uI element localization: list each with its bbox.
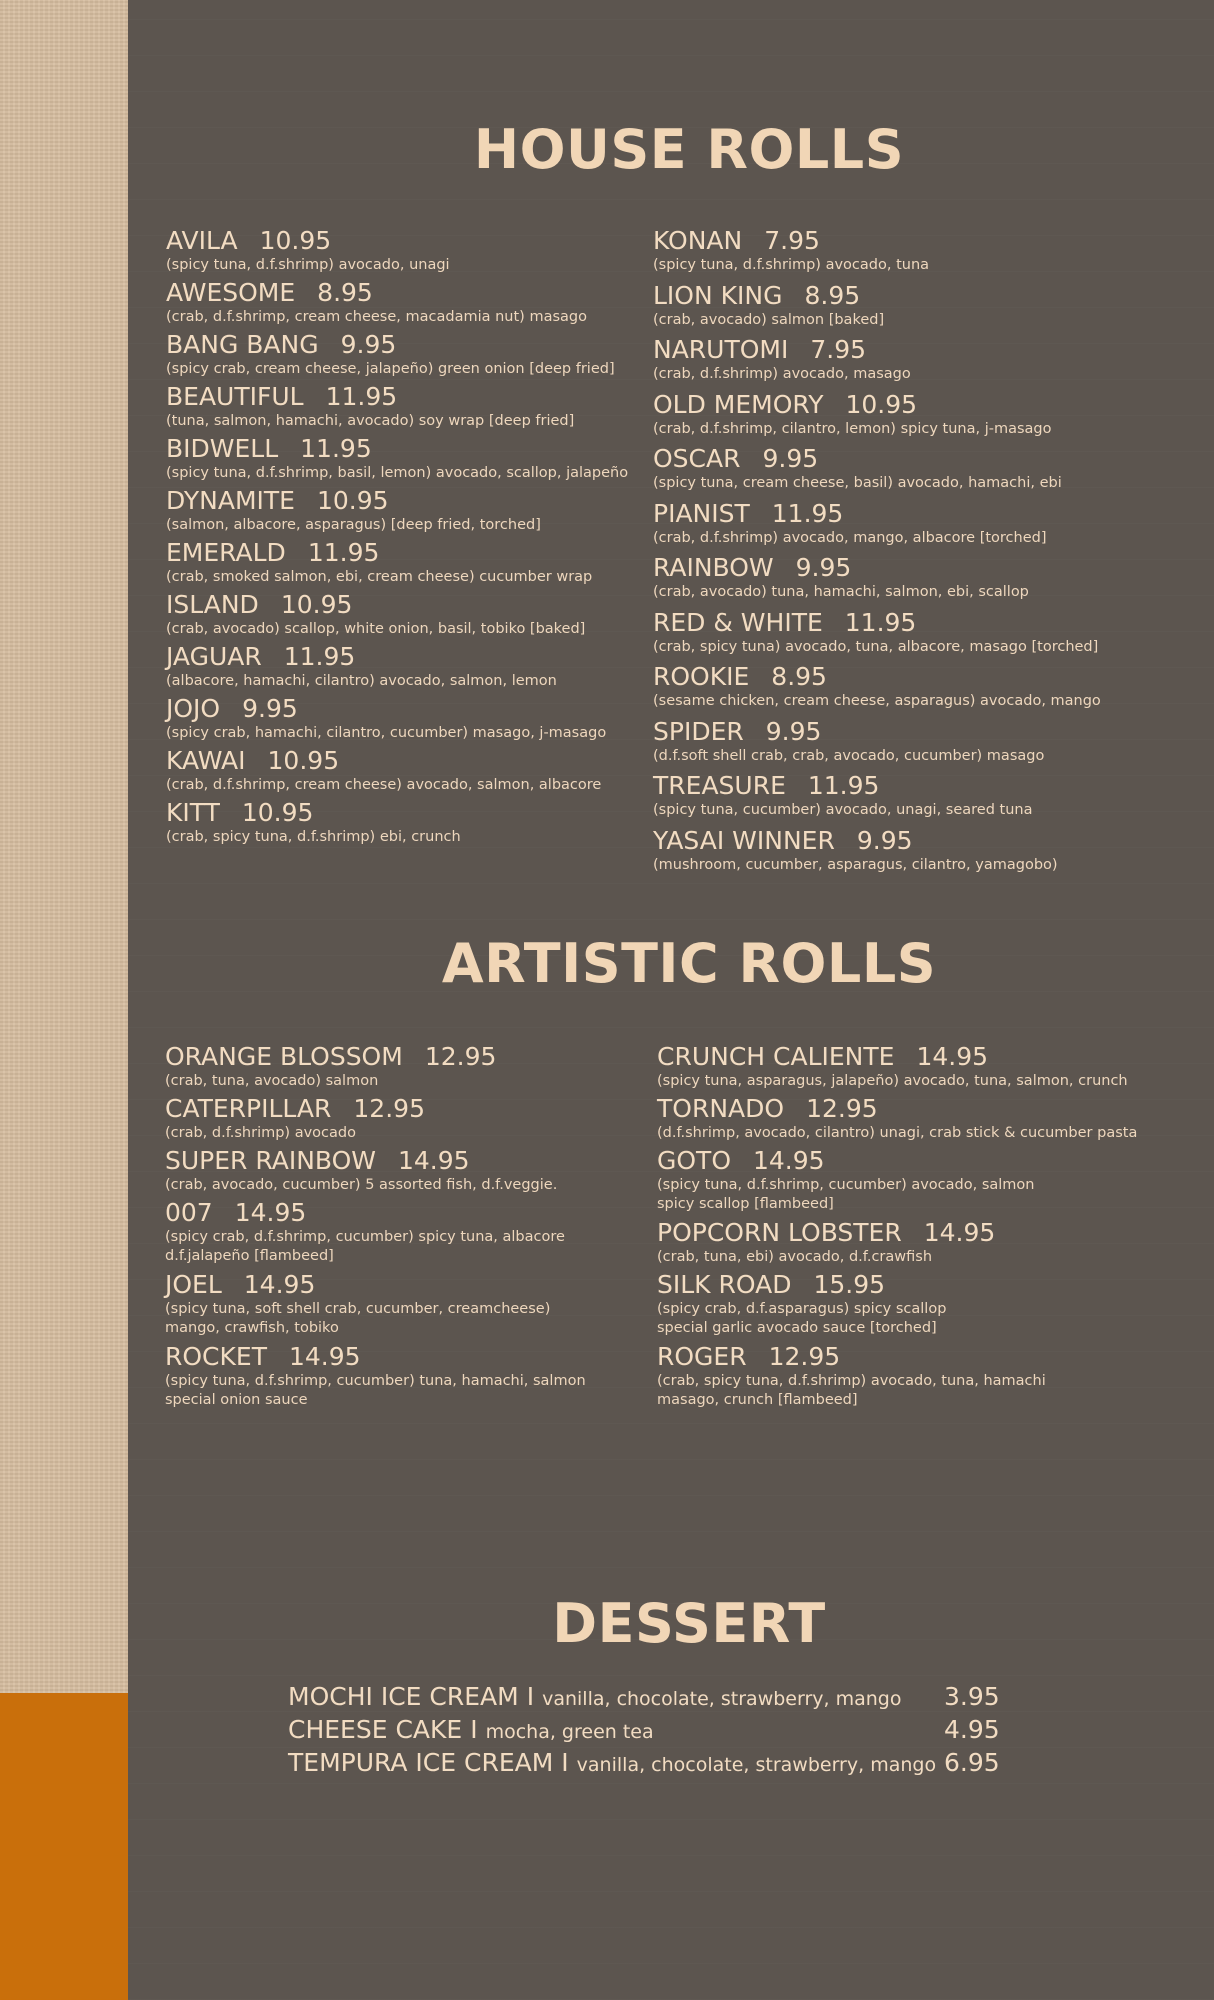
house-roll-item [166,486,541,535]
menu-item-description: (crab, d.f.shrimp) avocado [165,1125,356,1141]
menu-item-price: 11.95 [307,538,380,567]
menu-item-name: SPIDER [653,717,744,746]
menu-item-heading [653,662,1101,692]
menu-item-heading [166,278,587,308]
house-roll-item [166,434,628,483]
menu-item-description-line2: special garlic avocado sauce [torched] [657,1320,937,1336]
menu-item-name: ROOKIE [653,662,750,691]
menu-item-heading [166,798,461,828]
menu-item-price: 14.95 [923,1218,996,1247]
menu-item-description: (spicy tuna, asparagus, jalapeño) avocado, tuna, salmon, crunch [657,1073,1128,1089]
menu-item-name: ISLAND [166,590,259,619]
menu-item-price: 8.95 [804,281,861,310]
menu-item-description: (d.f.soft shell crab, crab, avocado, cucumber) masago [653,748,1045,764]
menu-item-description-line2: special onion sauce [165,1392,308,1408]
dessert-item [288,1748,1008,1782]
menu-item-price: 11.95 [325,382,398,411]
menu-item-name: PIANIST [653,499,750,528]
house-roll-item [166,382,574,431]
house-roll-item [653,335,911,384]
menu-item-name: TORNADO [657,1094,785,1123]
menu-item-price: 10.95 [845,390,918,419]
menu-item-description-line2: mango, crawfish, tobiko [165,1320,339,1336]
menu-item-price: 9.95 [795,553,852,582]
menu-item-description: (spicy tuna, d.f.shrimp, cucumber) avocado, salmon [657,1177,1035,1193]
menu-item-description: (crab, d.f.shrimp, cream cheese) avocado, salmon, albacore [166,777,602,793]
menu-item-description: (crab, spicy tuna) avocado, tuna, albacore, masago [torched] [653,639,1099,655]
menu-item-description-line2: spicy scallop [flambeed] [657,1196,834,1212]
menu-item-heading [165,1270,550,1300]
menu-item-description: (spicy tuna, cream cheese, basil) avocado, hamachi, ebi [653,475,1062,491]
artistic-roll-item [165,1270,550,1338]
menu-item-description: (spicy tuna, d.f.shrimp, basil, lemon) avocado, scallop, jalapeño [166,465,629,481]
menu-item-heading [166,226,450,256]
menu-item-description: (spicy tuna, cucumber) avocado, unagi, seared tuna [653,802,1033,818]
menu-item-price: 14.95 [288,1342,361,1371]
menu-item-description: (spicy crab, d.f.asparagus) spicy scallop [657,1301,947,1317]
menu-item-price: 11.95 [844,608,917,637]
house-roll-item [166,330,615,379]
menu-item-description-line2: d.f.jalapeño [flambeed] [165,1248,334,1264]
menu-item-price: 11.95 [771,499,844,528]
menu-item-price: 10.95 [241,798,314,827]
dessert-description: vanilla, chocolate, strawberry, mango [542,1688,902,1710]
house-roll-item [166,642,557,691]
artistic-roll-item [657,1342,1046,1410]
menu-item-name: TREASURE [653,771,786,800]
menu-item-price: 9.95 [762,444,819,473]
menu-item-name: GOTO [657,1146,731,1175]
menu-item-price: 14.95 [753,1146,825,1175]
menu-item-heading [165,1146,557,1176]
menu-item-description: (crab, spicy tuna, d.f.shrimp) avocado, tuna, hamachi [657,1373,1046,1389]
dessert-name: MOCHI ICE CREAM [288,1682,519,1711]
menu-item-name: JOJO [166,694,221,723]
menu-item-description: (crab, tuna, avocado) salmon [165,1073,379,1089]
menu-item-description: (spicy tuna, soft shell crab, cucumber, creamcheese) [165,1301,551,1317]
menu-item-price: 14.95 [234,1198,307,1227]
menu-item-heading [653,226,929,256]
dessert-name: CHEESE CAKE [288,1715,463,1744]
menu-item-description: (spicy crab, d.f.shrimp, cucumber) spicy tuna, albacore [165,1229,565,1245]
menu-item-description: (crab, tuna, ebi) avocado, d.f.crawfish [657,1249,933,1265]
menu-item-description: (salmon, albacore, asparagus) [deep fried, torched] [166,517,541,533]
menu-item-heading [166,538,592,568]
menu-item-price: 11.95 [283,642,356,671]
menu-item-name: ROGER [657,1342,747,1371]
menu-item-heading [166,330,615,360]
menu-item-name: 007 [165,1198,213,1227]
artistic-roll-item [165,1042,496,1091]
artistic-roll-item [657,1146,1034,1214]
menu-item-heading [165,1198,565,1228]
menu-item-price: 9.95 [242,694,298,723]
menu-item-name: KITT [166,798,220,827]
menu-item-name: JAGUAR [166,642,262,671]
menu-item-heading [657,1042,1128,1072]
menu-item-description: (spicy tuna, d.f.shrimp) avocado, unagi [166,257,450,273]
menu-item-heading [165,1042,496,1072]
menu-item-heading [166,694,606,724]
menu-item-description: (d.f.shrimp, avocado, cilantro) unagi, crab stick & cucumber pasta [657,1125,1138,1141]
menu-item-name: EMERALD [166,538,286,567]
menu-item-price: 11.95 [807,771,880,800]
menu-item-heading [657,1218,995,1248]
menu-item-name: LION KING [653,281,783,310]
menu-item-name: JOEL [165,1270,222,1299]
menu-item-price: 9.95 [340,330,397,359]
dessert-title: DESSERT [552,1592,826,1655]
menu-item-price: 10.95 [259,226,332,255]
dessert-item [288,1682,1008,1716]
menu-item-name: POPCORN LOBSTER [657,1218,902,1247]
house-roll-item [166,226,450,275]
menu-item-name: BEAUTIFUL [166,382,304,411]
house-roll-item [653,499,1047,548]
artistic-roll-item [657,1270,946,1338]
menu-item-heading [166,486,541,516]
menu-item-name: KAWAI [166,746,246,775]
menu-item-price: 9.95 [765,717,822,746]
menu-item-price: 8.95 [317,278,373,307]
dessert-name: TEMPURA ICE CREAM [288,1748,554,1777]
menu-item-name: CATERPILLAR [165,1094,332,1123]
menu-item-name: CRUNCH CALIENTE [657,1042,895,1071]
menu-item-heading [657,1094,1137,1124]
artistic-roll-item [657,1218,995,1267]
menu-item-description: (tuna, salmon, hamachi, avocado) soy wrap [deep fried] [166,413,575,429]
menu-item-price: 9.95 [856,826,913,855]
menu-item-heading [657,1342,1046,1372]
menu-item-description: (crab, avocado, cucumber) 5 assorted fish, d.f.veggie. [165,1177,558,1193]
menu-item-heading [165,1094,425,1124]
menu-item-price: 12.95 [806,1094,878,1123]
menu-item-description: (crab, avocado) scallop, white onion, basil, tobiko [baked] [166,621,586,637]
dessert-price: 4.95 [944,1715,1000,1744]
menu-item-name: BANG BANG [166,330,319,359]
menu-item-name: YASAI WINNER [653,826,835,855]
menu-item-description: (crab, avocado) tuna, hamachi, salmon, ebi, scallop [653,584,1029,600]
house-roll-item [653,226,929,275]
menu-item-description: (mushroom, cucumber, asparagus, cilantro, yamagobo) [653,857,1058,873]
menu-item-heading [166,746,601,776]
menu-item-heading [657,1270,946,1300]
menu-item-heading [653,826,1058,856]
dessert-item [288,1715,1008,1749]
menu-item-description: (albacore, hamachi, cilantro) avocado, salmon, lemon [166,673,557,689]
menu-item-name: SUPER RAINBOW [165,1146,376,1175]
menu-item-name: SILK ROAD [657,1270,792,1299]
menu-item-description: (crab, d.f.shrimp, cilantro, lemon) spicy tuna, j-masago [653,421,1052,437]
menu-item-name: BIDWELL [166,434,279,463]
menu-item-name: RED & WHITE [653,608,823,637]
menu-item-description: (crab, smoked salmon, ebi, cream cheese) cucumber wrap [166,569,593,585]
menu-item-price: 10.95 [280,590,353,619]
menu-item-description: (spicy crab, cream cheese, jalapeño) green onion [deep fried] [166,361,615,377]
menu-item-heading [653,444,1062,474]
menu-page [128,0,1214,2000]
dessert-price: 3.95 [944,1682,1000,1711]
dessert-separator: I [470,1715,478,1744]
menu-item-name: OLD MEMORY [653,390,824,419]
menu-item-heading [653,499,1047,529]
menu-item-price: 10.95 [316,486,389,515]
menu-item-price: 14.95 [398,1146,470,1175]
menu-item-description: (crab, d.f.shrimp, cream cheese, macadamia nut) masago [166,309,587,325]
house-roll-item [653,717,1044,766]
artistic-roll-item [657,1042,1128,1091]
menu-item-price: 8.95 [771,662,827,691]
dessert-separator: I [526,1682,535,1711]
artistic-roll-item [657,1094,1137,1143]
house-roll-item [653,662,1101,711]
house-roll-item [653,281,884,330]
menu-item-name: AWESOME [166,278,296,307]
artistic-roll-item [165,1198,565,1266]
artistic-roll-item [165,1094,425,1143]
menu-item-name: DYNAMITE [166,486,295,515]
house-rolls-title: HOUSE ROLLS [473,118,905,181]
dessert-description: mocha, green tea [485,1721,654,1743]
menu-item-description: (crab, spicy tuna, d.f.shrimp) ebi, crunch [166,829,461,845]
menu-item-description: (spicy tuna, d.f.shrimp, cucumber) tuna, hamachi, salmon [165,1373,586,1389]
menu-item-name: ROCKET [165,1342,267,1371]
house-roll-item [653,771,1032,820]
house-roll-item [653,390,1051,439]
menu-item-description: (crab, avocado) salmon [baked] [653,312,885,328]
menu-item-heading [166,642,557,672]
menu-item-heading [653,717,1044,747]
menu-item-description: (sesame chicken, cream cheese, asparagus) avocado, mango [653,693,1101,709]
menu-item-heading [165,1342,586,1372]
artistic-roll-item [165,1146,557,1195]
menu-item-name: AVILA [166,226,238,255]
house-roll-item [166,278,587,327]
menu-item-price: 12.95 [768,1342,841,1371]
menu-item-heading [166,434,628,464]
menu-item-price: 7.95 [810,335,867,364]
menu-item-price: 14.95 [916,1042,989,1071]
menu-item-heading [653,390,1051,420]
menu-item-heading [653,335,911,365]
house-roll-item [166,746,601,795]
house-roll-item [166,538,592,587]
dessert-price: 6.95 [944,1748,1000,1777]
menu-item-heading [653,608,1098,638]
menu-item-price: 10.95 [267,746,340,775]
sidebar-texture-panel [0,0,128,1693]
menu-item-price: 12.95 [353,1094,425,1123]
menu-item-name: OSCAR [653,444,741,473]
menu-item-price: 7.95 [764,226,820,255]
menu-item-description-line2: masago, crunch [flambeed] [657,1392,858,1408]
menu-item-description: (crab, d.f.shrimp) avocado, masago [653,366,911,382]
menu-item-name: RAINBOW [653,553,774,582]
menu-item-price: 15.95 [813,1270,886,1299]
dessert-separator: I [561,1748,569,1777]
artistic-rolls-title: ARTISTIC ROLLS [441,932,937,995]
menu-item-heading [657,1146,1034,1176]
house-roll-item [653,553,1029,602]
menu-item-description: (spicy crab, hamachi, cilantro, cucumber) masago, j-masago [166,725,607,741]
menu-item-name: NARUTOMI [653,335,789,364]
menu-item-price: 12.95 [424,1042,497,1071]
menu-item-heading [166,382,574,412]
menu-item-price: 14.95 [243,1270,316,1299]
menu-item-name: ORANGE BLOSSOM [165,1042,403,1071]
menu-item-heading [166,590,585,620]
house-roll-item [653,826,1058,875]
house-roll-item [653,444,1062,493]
house-roll-item [166,694,606,743]
dessert-description: vanilla, chocolate, strawberry, mango [576,1754,937,1776]
artistic-roll-item [165,1342,586,1410]
house-roll-item [166,590,585,639]
menu-item-heading [653,281,884,311]
house-roll-item [166,798,461,847]
menu-item-name: KONAN [653,226,743,255]
menu-item-heading [653,553,1029,583]
house-roll-item [653,608,1098,657]
menu-item-heading [653,771,1032,801]
sidebar-orange-panel [0,1693,128,2000]
menu-item-price: 11.95 [300,434,372,463]
menu-item-description: (crab, d.f.shrimp) avocado, mango, albacore [torched] [653,530,1047,546]
menu-item-description: (spicy tuna, d.f.shrimp) avocado, tuna [653,257,930,273]
